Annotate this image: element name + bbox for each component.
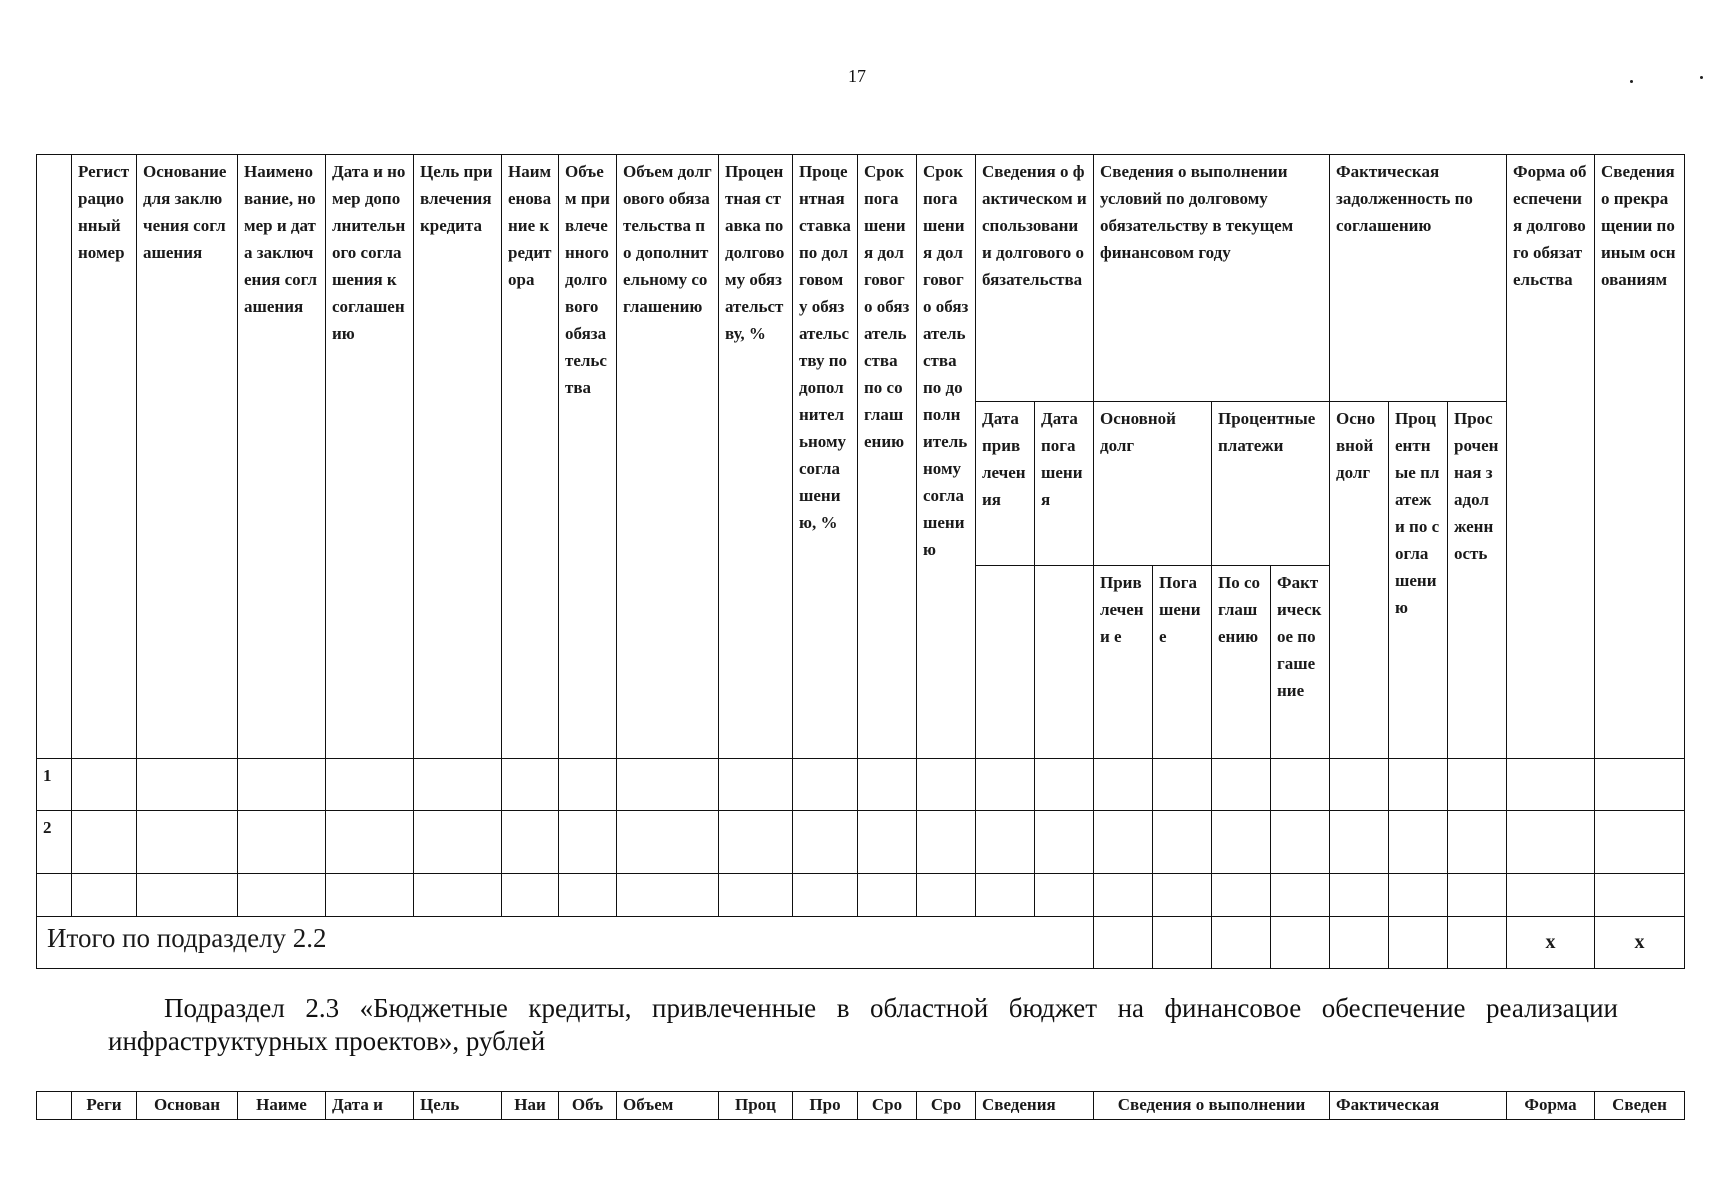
total-x-termination: х (1595, 917, 1685, 969)
scan-speck (1700, 76, 1703, 79)
header-usage-date-repaid: Дата погашения (1035, 402, 1094, 566)
header-actual-debt: Фактическая (1330, 1092, 1507, 1120)
header-actual-debt: Фактическая задолженность по соглашению (1330, 155, 1507, 402)
header-interest-rate-supplementary: Процентная ставка по долговому обязательству по дополнительному соглашению, % (793, 155, 858, 759)
header-interest-rate: Процентная ставка по долговому обязательству, % (719, 155, 793, 759)
second-table-header-row (37, 1092, 1685, 1120)
header-debt-overdue: Просроченная задолженность (1448, 402, 1507, 759)
total-label: Итого по подразделу 2.2 (37, 917, 1094, 969)
header-supplementary-agreement: Дата и номер дополнительного соглашения к соглашению (326, 155, 414, 759)
header-attracted-volume: Объ (559, 1092, 617, 1120)
header-interest-rate-supplementary: Про (793, 1092, 858, 1120)
header-row-1 (37, 155, 1685, 402)
table-row (37, 759, 1685, 811)
subsection-heading: Подраздел 2.3 «Бюджетные кредиты, привлеченные в областной бюджет на финансовое обеспечение реализации инфраструктурных проектов», рублей (108, 993, 1618, 1056)
total-row (37, 917, 1685, 969)
table-row (37, 874, 1685, 917)
row-number: 1 (37, 759, 72, 811)
header-agreement-name: Наиме (238, 1092, 326, 1120)
header-security-form: Форма обеспечения долгового обязательства (1507, 155, 1595, 759)
header-volume-supplementary: Объем (617, 1092, 719, 1120)
header-usage: Сведения о фактическом использовании долгового обязательства (976, 155, 1094, 402)
header-principal-repaid: Погашение (1153, 566, 1212, 759)
header-security-form: Форма (1507, 1092, 1595, 1120)
header-corner (37, 155, 72, 759)
header-attracted-volume: Объем привлеченного долгового обязательства (559, 155, 617, 759)
header-termination: Сведен (1595, 1092, 1685, 1120)
header-interest-by-agreement: По соглашению (1212, 566, 1271, 759)
header-interest-rate: Проц (719, 1092, 793, 1120)
header-creditor: Наименование кредитора (502, 155, 559, 759)
header-debt-interest: Процентные платежи по соглашению (1389, 402, 1448, 759)
header-supplementary-agreement: Дата и (326, 1092, 414, 1120)
header-maturity-supplementary: Сро (917, 1092, 976, 1120)
header-debt-principal: Основной долг (1330, 402, 1389, 759)
header-interest-actual-repayment: Фактическое погашение (1271, 566, 1330, 759)
header-registration-number: Регистрационный номер (72, 155, 137, 759)
header-registration-number: Реги (72, 1092, 137, 1120)
header-usage-date-attracted: Дата привлечения (976, 402, 1035, 566)
main-table (36, 154, 1685, 969)
header-usage: Сведения (976, 1092, 1094, 1120)
header-conditions: Сведения о выполнении условий по долговому обязательству в текущем финансовом году (1094, 155, 1330, 402)
header-basis: Основан (137, 1092, 238, 1120)
header-empty-cell (976, 566, 1035, 759)
header-agreement-name: Наименование, номер и дата заключения соглашения (238, 155, 326, 759)
header-principal: Основной долг (1094, 402, 1212, 566)
header-purpose: Цель привлечения кредита (414, 155, 502, 759)
header-interest-payments: Процентные платежи (1212, 402, 1330, 566)
header-termination: Сведения о прекращении по иным основаниям (1595, 155, 1685, 759)
row-number: 2 (37, 811, 72, 874)
header-empty-cell (1035, 566, 1094, 759)
header-maturity: Сро (858, 1092, 917, 1120)
header-maturity-supplementary: Срок погашения долгового обязательства по дополнительному соглашению (917, 155, 976, 759)
header-volume-supplementary: Объем долгового обязательства по дополнительному соглашению (617, 155, 719, 759)
page-number: 17 (848, 66, 866, 86)
row-number (37, 874, 72, 917)
scan-speck (1630, 80, 1633, 83)
header-conditions: Сведения о выполнении (1094, 1092, 1330, 1120)
header-principal-attracted: Привлечени е (1094, 566, 1153, 759)
table-row (37, 811, 1685, 874)
header-creditor: Наи (502, 1092, 559, 1120)
total-x-security-form: х (1507, 917, 1595, 969)
second-table (36, 1091, 1685, 1120)
header-corner (37, 1092, 72, 1120)
header-basis: Основание для заключения соглашения (137, 155, 238, 759)
header-purpose: Цель (414, 1092, 502, 1120)
header-maturity: Срок погашения долгового обязательства по соглашению (858, 155, 917, 759)
